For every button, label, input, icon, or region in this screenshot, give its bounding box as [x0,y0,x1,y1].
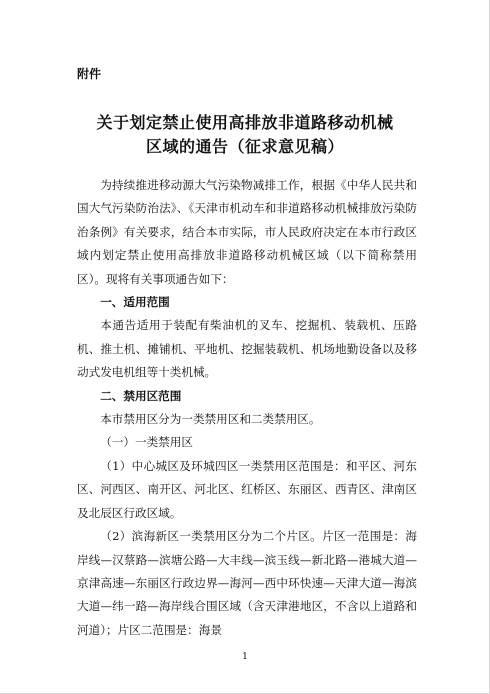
item2-paragraph: （2）滨海新区一类禁用区分为二个片区。片区一范围是：海岸线—汉蔡路—滨塘公路—大丰线—滨玉线—新北路—港城大道—京津高速—东丽区行政边界—海河—西中环快速—天津大道—海滨大道—纬一路—海岸线合围区域（含天津港地区，不含以上道路和河道）；片区二范围是：海景 [77,529,417,637]
subsection1-heading: （一）一类禁用区 [100,435,193,450]
document-body [77,174,417,642]
item1-paragraph: （1）中心城区及环城四区一类禁用区范围是：和平区、河东区、河西区、南开区、河北区、红桥区、东丽区、西青区、津南区及北辰区行政区域。 [77,458,417,520]
section2-heading: 二、禁用区范围 [100,388,182,403]
section1-paragraph: 本通告适用于装配有柴油机的叉车、挖掘机、装载机、压路机、推土机、摊铺机、平地机、挖掘装载机、机场地勤设备以及移动式发电机组等十类机械。 [77,318,417,380]
document-title-line2: 区域的通告（征求意见稿） [145,137,344,156]
document-title-line1: 关于划定禁止使用高排放非道路移动机械 [96,113,394,132]
attachment-label: 附件 [77,67,102,81]
page-number: 1 [242,652,248,662]
intro-paragraph: 为持续推进移动源大气污染物减排工作，根据《中华人民共和国大气污染防治法》、《天津市机动车和非道路移动机械排放污染防治条例》有关要求，结合本市实际，市人民政府决定在本市行政区域内划定禁止使用高排放非道路移动机械区域（以下简称禁用区）。现将有关事项通告如下： [77,178,417,286]
section2-paragraph: 本市禁用区分为一类禁用区和二类禁用区。 [100,412,321,427]
section1-heading: 一、适用范围 [100,295,170,310]
